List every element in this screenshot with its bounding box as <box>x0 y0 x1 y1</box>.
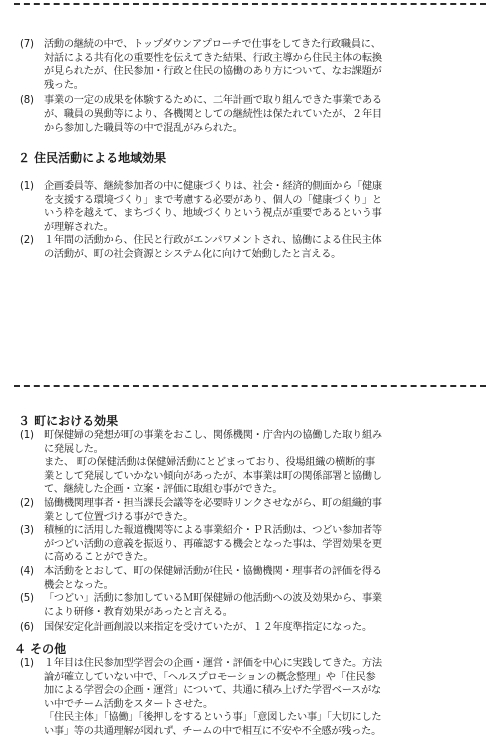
section-3-items <box>14 429 488 635</box>
section-3-heading: ３ 町における効果 <box>18 414 119 428</box>
middle-divider <box>14 385 486 387</box>
section-2-items <box>14 180 488 262</box>
item-text: 本活動をとおして、町の保健婦活動が住民・協働機関・理事者の評価を得る 機会となった。 <box>44 565 382 591</box>
list-item-1 <box>14 180 488 234</box>
item-number: (6) <box>20 622 34 634</box>
item-number: (1) <box>20 181 34 192</box>
list-item-1 <box>14 657 488 739</box>
item-number: (4) <box>20 565 34 577</box>
item-number: (3) <box>20 525 34 537</box>
list-item-2 <box>14 234 488 261</box>
section-3 <box>14 413 488 429</box>
item-number: (2) <box>20 497 34 509</box>
item-number: (5) <box>20 593 34 605</box>
item-text: １年間の活動から、住民と行政がエンパワメントされ、協働による住民主体 の活動が、町の社会資源とシステム化に向けて始動したと言える。 <box>44 235 382 260</box>
item-text: 企画委員等、継続参加者の中に健康づくりは、社会・経済的側面から「健康 を支援する環境づくり」まで考慮する必要があり、個人の「健康づくり」と いう枠を越えて、まちづくり、地域づくりという視点が重要であるという事 が理解された。 <box>44 181 382 233</box>
section-2-heading: ２ 住民活動による地域効果 <box>18 151 167 165</box>
section-4-heading: ４ その他 <box>14 642 67 656</box>
list-item-3 <box>14 524 488 565</box>
item-number: (7) <box>20 39 34 50</box>
list-item-6 <box>14 621 488 635</box>
section-4-items <box>14 657 488 739</box>
section-1-continued <box>14 38 488 135</box>
list-item-7 <box>14 38 488 92</box>
item-text: 協働機関理事者・担当課長会議等を必要時リンクさせながら、町の組織的事 業として位置づける事ができた。 <box>44 497 382 523</box>
item-number: (2) <box>20 235 34 247</box>
item-number: (8) <box>20 95 34 107</box>
section-2 <box>14 150 488 166</box>
list-item-8 <box>14 94 488 135</box>
item-text: 事業の一定の成果を体験するために、二年計画で取り組んできた事業である が、職員の異動等により、各機関としての継続性は保たれていたが、２年目 から参加した職員等の中で混乱がみられた。 <box>44 95 382 134</box>
list-item-4 <box>14 565 488 592</box>
item-number: (1) <box>20 658 34 669</box>
item-text: 積極的に活用した報道機関等による事業紹介・ＰＲ活動は、つどい参加者等 がつどい活動の意義を振返り、再確認する機会となった事は、学習効果を更 に高めることができた。 <box>44 525 382 564</box>
item-text: １年目は住民参加型学習会の企画・運営・評価を中心に実践してきた。方法 論が確立していない中で、「ヘルスプロモーションの概念整理」や「住民参 加による学習会の企画・運営」について、共通に積み上げた学習ベースがな い中でチーム活動をスタートさせた。 「住民主体」「協働」「後押しをするという事」「意図したい事」「大切にした い事」等の共通理解が図れず、チームの中で相互に不安や不全感が残った。 <box>44 658 382 737</box>
item-number: (1) <box>20 430 34 441</box>
top-divider <box>14 3 486 5</box>
section-4 <box>14 641 488 657</box>
item-text: 国保安定化計画創設以来指定を受けていたが、１２年度準指定になった。 <box>44 622 372 634</box>
item-text: 町保健婦の発想が町の事業をおこし、関係機関・庁舎内の協働した取り組み に発展した。 また、 町の保健活動は保健婦活動にとどまっており、役場組織の横断的事 業として発展していかない傾向があったが、本事業は町の関係部署と協働し て、継続した企画・立案・評価に取組む事ができた。 <box>44 430 382 496</box>
list-item-2 <box>14 497 488 524</box>
list-item-5 <box>14 592 488 619</box>
list-item-1 <box>14 429 488 497</box>
item-text: 「つどい」活動に参加しているＭ町保健婦の他活動への波及効果から、事業 により研修・教育効果があったと言える。 <box>44 593 382 618</box>
item-text: 活動の継続の中で、トップダウンアプローチで仕事をしてきた行政職員に、 対話による共有化の重要性を伝えてきた結果、行政主導から住民主体の転換 が見られたが、住民参加・行政と住民の協働のあり方について、なお課題が 残った。 <box>44 39 382 91</box>
